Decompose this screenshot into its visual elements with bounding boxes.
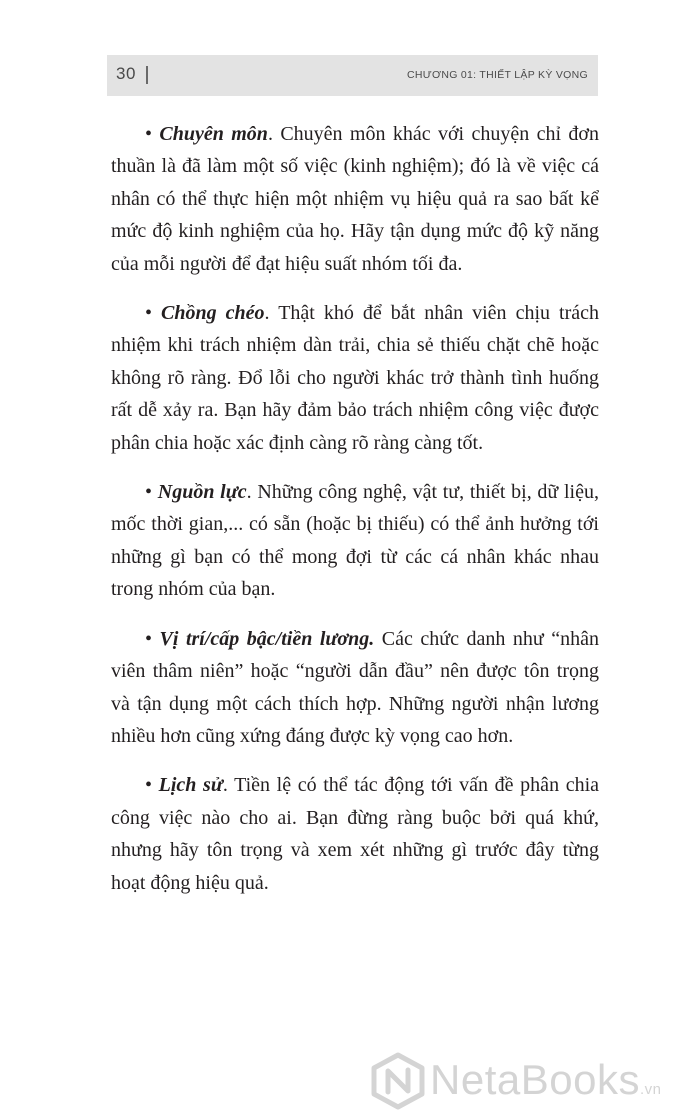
item-term: Vị trí/cấp bậc/tiền lương. bbox=[159, 627, 375, 650]
watermark-brand: NetaBooks bbox=[430, 1056, 640, 1103]
list-item bbox=[111, 623, 599, 753]
watermark-suffix: .vn bbox=[639, 1081, 662, 1098]
item-term-punct: . bbox=[222, 774, 228, 797]
item-text: Tiền lệ có thể tác động tới vấn đề phân chia công việc nào cho ai. Bạn đừng ràng buộc bởi quá khứ, nhưng hãy tôn trọng và xem xét những gì trước đây từng hoạt động hiệu quả. bbox=[111, 774, 600, 894]
list-item bbox=[111, 118, 599, 280]
item-term: Lịch sử bbox=[158, 774, 223, 797]
page-body bbox=[111, 118, 599, 916]
bullet: • bbox=[145, 627, 153, 650]
item-term: Chuyên môn bbox=[159, 123, 268, 145]
list-item bbox=[111, 769, 599, 899]
watermark-text bbox=[430, 1056, 661, 1104]
page-number: 30 bbox=[116, 64, 136, 83]
bullet: • bbox=[145, 302, 153, 325]
bullet: • bbox=[145, 774, 153, 797]
list-item bbox=[111, 297, 599, 459]
item-text: Chuyên môn khác với chuyện chỉ đơn thuần là đã làm một số việc (kinh nghiệm); đó là về việc cá nhân có thể thực hiện một nhiệm vụ hiệu quả ra sao bất kể mức độ kinh nghiệm của họ. Hãy tận dụng mức độ kỹ năng của mỗi người để đạt hiệu suất nhóm tối đa. bbox=[111, 123, 599, 275]
item-term-punct: . bbox=[264, 302, 270, 325]
bullet: • bbox=[145, 123, 153, 145]
item-term-punct: . bbox=[246, 481, 252, 504]
header-divider bbox=[146, 66, 148, 84]
watermark bbox=[370, 1052, 690, 1110]
list-item bbox=[111, 476, 599, 606]
item-term: Nguồn lực bbox=[157, 481, 247, 504]
item-term-punct: . bbox=[267, 123, 273, 145]
item-term: Chồng chéo bbox=[161, 302, 265, 325]
chapter-title: CHƯƠNG 01: THIẾT LẬP KỲ VỌNG bbox=[406, 69, 588, 81]
item-text: Những công nghệ, vật tư, thiết bị, dữ liệu, mốc thời gian,... có sẵn (hoặc bị thiếu) có thể ảnh hưởng tới những gì bạn có thể mong đợi từ các cá nhân khác nhau trong nhóm của bạn. bbox=[111, 481, 599, 601]
netabooks-logo-icon bbox=[370, 1052, 426, 1110]
item-text: Các chức danh như “nhân viên thâm niên” hoặc “người dẫn đầu” nên được tôn trọng và tận dụng một cách thích hợp. Những người nhận lương nhiều hơn cũng xứng đáng được kỳ vọng cao hơn. bbox=[111, 627, 599, 747]
item-text: Thật khó để bắt nhân viên chịu trách nhiệm khi trách nhiệm dàn trải, chia sẻ thiếu chặt chẽ hoặc không rõ ràng. Đổ lỗi cho người khác trở thành tình huống rất dễ xảy ra. Bạn hãy đảm bảo trách nhiệm công việc được phân chia hoặc xác định càng rõ ràng càng tốt. bbox=[111, 302, 599, 454]
bullet: • bbox=[145, 481, 153, 504]
